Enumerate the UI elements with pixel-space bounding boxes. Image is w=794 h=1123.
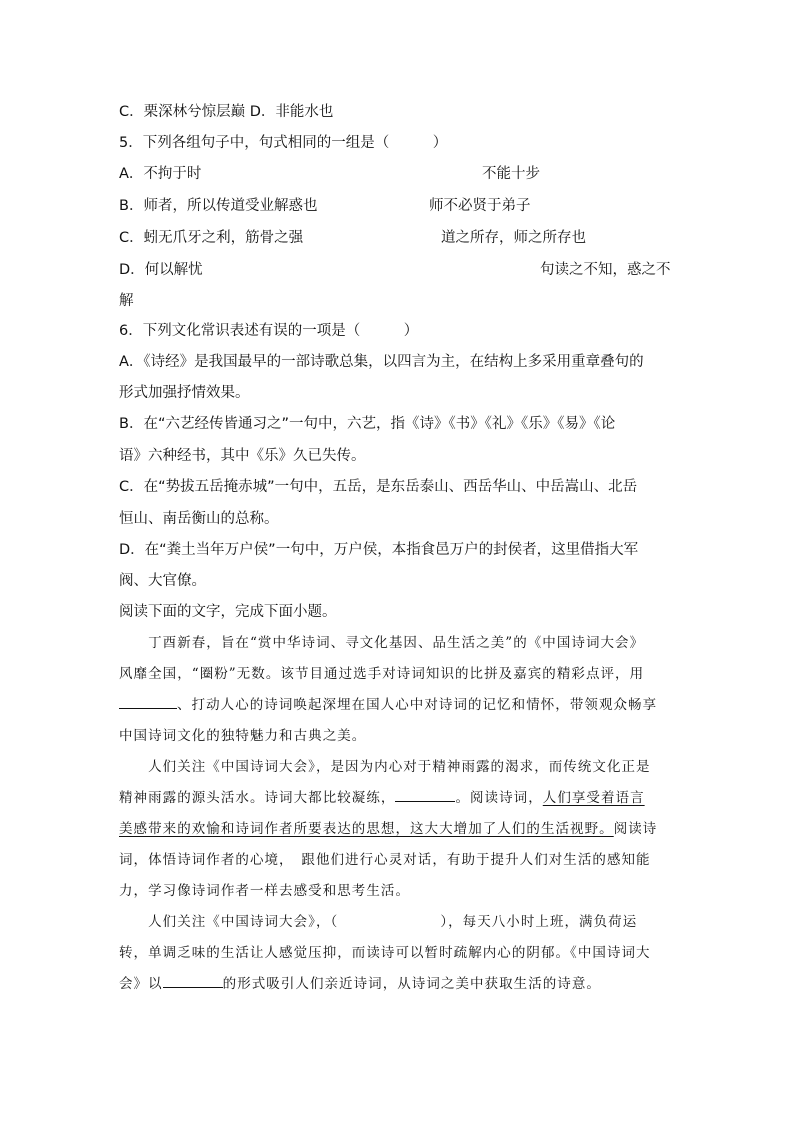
q5-d-wrap: 解 [119, 293, 134, 309]
passage-p2-l2a: 精神雨露的源头活水。诗词大都比较凝练， [119, 790, 396, 806]
q6-b-line2: 语》六种经书，其中《乐》久已失传。 [119, 448, 366, 464]
q4-option-c: C．栗深林兮惊层巅 [119, 104, 250, 120]
passage-p3-l3a: 会》以 [119, 976, 163, 992]
q6-a-line2: 形式加强抒情效果。 [119, 385, 250, 401]
passage-p1-l2: 风靡全国，“圈粉”无数。该节目通过选手对诗词知识的比拼及嘉宾的精彩点评，用 [119, 666, 645, 682]
q5-a-left: A．不拘于时 [119, 166, 202, 182]
q6-d-line1: D．在“粪土当年万户侯”一句中，万户侯，本指食邑万户的封侯者，这里借指大军 [119, 542, 639, 558]
q6-c-line1: C．在“势拔五岳掩赤城”一句中，五岳，是东岳泰山、西岳华山、中岳嵩山、北岳 [119, 479, 638, 495]
passage-p2-l2b: 。阅读诗词， [455, 790, 543, 806]
passage-p2-l5: 力，学习像诗词作者一样去感受和思考生活。 [119, 883, 410, 899]
passage-p3-l3 [119, 974, 675, 994]
q5-stem: 5．下列各组句子中，句式相同的一组是（ ） [119, 135, 448, 151]
passage-p1-l4: 中国诗词文化的独特魅力和古典之美。 [119, 728, 367, 744]
q5-d-left: D．何以解忧 [119, 262, 203, 278]
q6-stem: 6．下列文化常识表述有误的一项是（ ） [119, 323, 419, 339]
q6-d-line2: 阀、大官僚。 [119, 573, 206, 589]
blank-1[interactable] [119, 695, 177, 709]
blank-4[interactable] [163, 974, 223, 988]
q5-d-right: 句读之不知，惑之不 [540, 262, 671, 278]
q4-option-cd [119, 102, 333, 122]
passage-p3-l2: 转，单调乏味的生活让人感觉压抑，而读诗可以暂时疏解内心的阴郁。《中国诗词大 [119, 945, 651, 961]
q5-b-right: 师不必贤于弟子 [429, 198, 531, 214]
q6-a-line1: A．《诗经》是我国最早的一部诗歌总集，以四言为主，在结构上多采用重章叠句的 [119, 354, 644, 370]
q5-option-a [119, 164, 201, 184]
q6-b-line1: B．在“六艺经传皆通习之”一句中，六艺，指《诗》《书》《礼》《乐》《易》《论 [119, 416, 616, 432]
passage-p3-l1 [119, 912, 675, 932]
passage-p1-l3-text: 、打动人心的诗词唤起深埋在国人心中对诗词的记忆和情怀，带领观众畅享 [177, 697, 658, 713]
passage-p1-l3 [119, 695, 675, 715]
passage-p2-l1: 人们关注《中国诗词大会》，是因为内心对于精神雨露的渴求，而传统文化正是 [119, 759, 651, 775]
passage-p1-l1: 丁酉新春，旨在“赏中华诗词、寻文化基因、品生活之美”的《中国诗词大会》 [119, 635, 645, 651]
underlined-sentence-part2: 美感带来的欢愉和诗词作者所要表达的思想，这大大增加了人们的生活视野。 [119, 821, 614, 837]
passage-p2-l3 [119, 819, 675, 839]
underlined-sentence-part1: 人们享受着语言 [542, 790, 645, 806]
passage-p3-l3b: 的形式吸引人们亲近诗词，从诗词之美中获取生活的诗意。 [222, 976, 601, 992]
q5-c-right: 道之所存，师之所存也 [441, 230, 586, 246]
passage-p3-l1a: 人们关注《中国诗词大会》，（ [119, 914, 339, 930]
q5-a-right: 不能十步 [482, 166, 540, 182]
q5-b-left: B．师者，所以传道受业解惑也 [119, 198, 318, 214]
passage-p2-l3b: 阅读诗 [613, 821, 658, 837]
passage-p2-l4: 词，体悟诗词作者的心境， 跟他们进行心灵对话，有助于提升人们对生活的感知能 [119, 852, 651, 868]
q6-c-line2: 恒山、南岳衡山的总称。 [119, 511, 279, 527]
passage-p2-l2 [119, 788, 675, 808]
q5-c-left: C．蚓无爪牙之利，筋骨之强 [119, 230, 304, 246]
passage-p3-l1b: ），每天八小时上班，满负荷运 [440, 914, 638, 930]
reading-instruction: 阅读下面的文字，完成下面小题。 [119, 604, 337, 620]
q4-option-d: D．非能水也 [249, 104, 334, 120]
blank-2[interactable] [395, 788, 455, 802]
